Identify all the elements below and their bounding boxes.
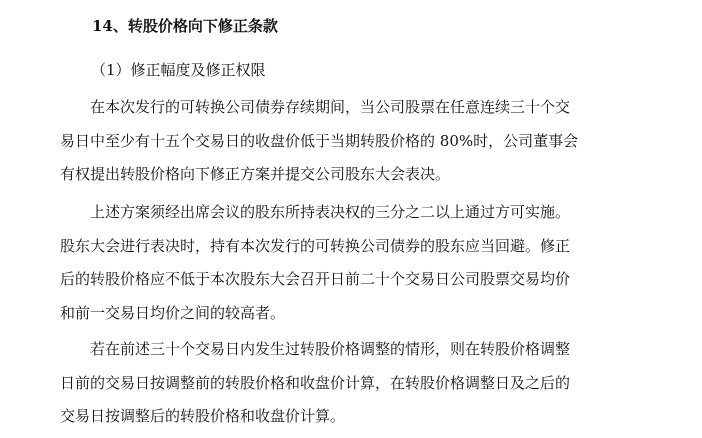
paragraph-3-line-2: 日前的交易日按调整前的转股价格和收盘价计算，在转股价格调整日及之后的 [60,373,571,392]
paragraph-3-line-3: 交易日按调整后的转股价格和收盘价计算。 [60,407,346,425]
paragraph-2-line-2: 股东大会进行表决时，持有本次发行的可转换公司债券的股东应当回避。修正 [60,236,571,255]
paragraph-2-line-1: 上述方案须经出席会议的股东所持表决权的三分之二以上通过方可实施。 [90,203,571,221]
paragraph-3 [60,333,620,434]
paragraph-2 [60,196,620,330]
section-heading: 14、转股价格向下修正条款 [92,17,278,35]
subsection-heading: （1）修正幅度及修正权限 [91,61,266,79]
paragraph-2-line-3: 后的转股价格应不低于本次股东大会召开日前二十个交易日公司股票交易均价 [60,270,571,288]
paragraph-1-line-2: 易日中至少有十五个交易日的收盘价低于当期转股价格的 80%时，公司董事会 [60,131,579,150]
paragraph-1 [60,91,620,192]
paragraph-1-line-3: 有权提出转股价格向下修正方案并提交公司股东大会表决。 [60,165,451,183]
paragraph-3-line-1: 若在前述三十个交易日内发生过转股价格调整的情形，则在转股价格调整 [90,340,571,358]
paragraph-1-line-1: 在本次发行的可转换公司债券存续期间，当公司股票在任意连续三十个交 [90,98,571,116]
paragraph-2-line-4: 和前一交易日均价之间的较高者。 [60,303,286,322]
